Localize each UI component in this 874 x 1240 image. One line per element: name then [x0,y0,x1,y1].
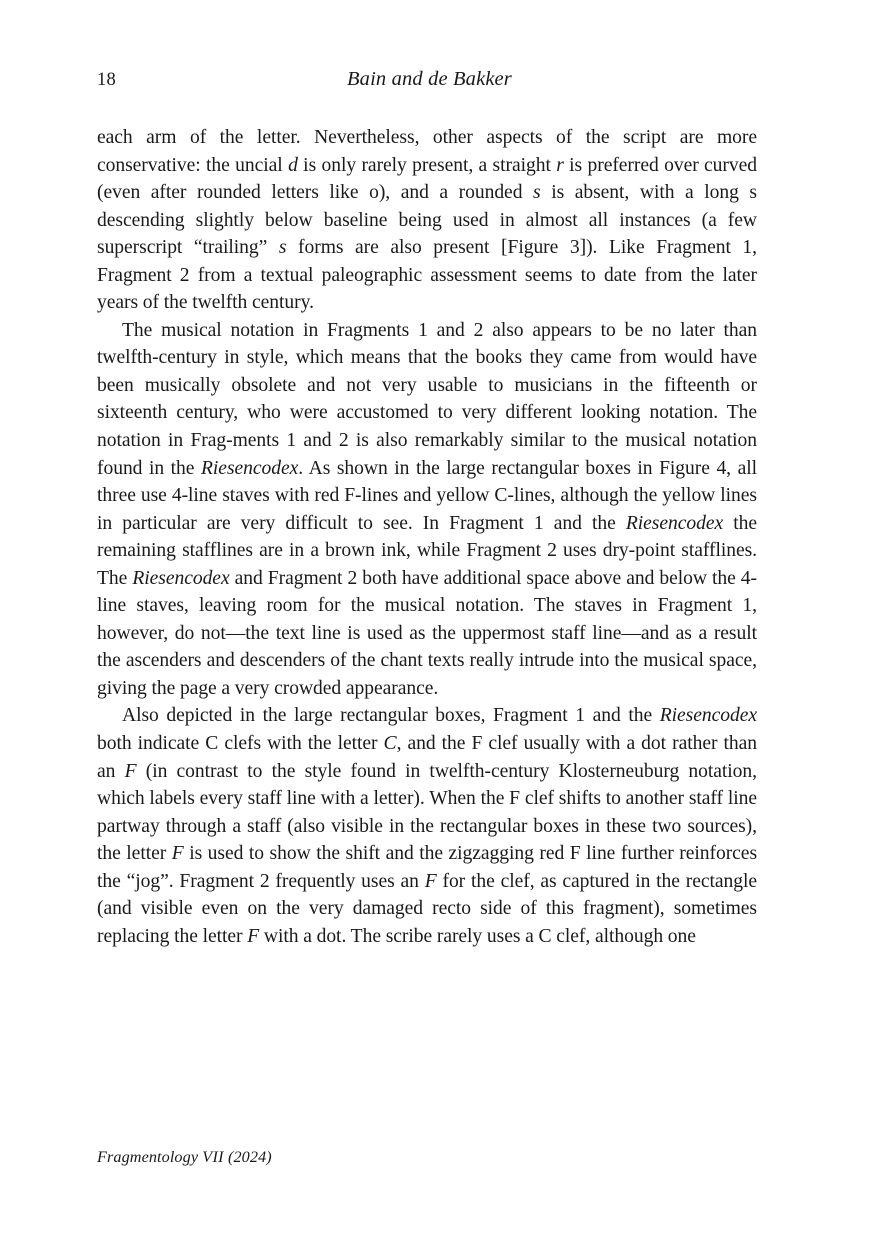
italic-run: F [424,870,437,892]
italic-run: F [124,760,137,782]
italic-run: C [383,733,397,755]
running-head [97,68,757,94]
page-footer [97,1148,272,1167]
italic-run: r [556,154,564,176]
italic-run: F [171,843,184,865]
italic-run: Riesencodex [625,512,724,534]
footer-volume: VII [202,1148,224,1166]
footer-journal-name: Fragmentology [97,1148,199,1166]
paragraph-1: each arm of the letter. Nevertheless, other aspects of the script are more conservative: the uncial d is only rarely present, a straight r is preferred over curved (even after rounded letters like o), and a rounded s is absent, with a long s descending slightly below baseline being used in almost all instances (a few superscript “trailing” s forms are also present [Figure 3]). Like Fragment 1, Fragment 2 from a textual paleographic assessment seems to date from the later years of the twelfth century. [97,127,757,314]
italic-run: s [278,237,287,259]
italic-run: Riesencodex [132,567,230,589]
paragraph-2: The musical notation in Fragments 1 and 2 also appears to be no later than twelfth-century in style, which means that the books they came from would have been musically obsolete and not very usable to musicians in the fifteenth or sixteenth century, who were accustomed to very different looking notation. The notation in Frag-ments 1 and 2 is also remarkably similar to the musical notation found in the Riesencodex. As shown in the large rectangular boxes in Figure 4, all three use 4-line staves with red F-lines and yellow C-lines, although the yellow lines in particular are very difficult to see. In Fragment 1 and the Riesencodex the remaining stafflines are in a brown ink, while Fragment 2 uses dry-point stafflines. The Riesencodex and Fragment 2 both have additional space above and below the 4-line staves, leaving room for the musical notation. The staves in Fragment 1, however, do not—the text line is used as the uppermost staff line—and as a result the ascenders and descenders of the chant texts really intrude into the musical space, giving the page a very crowded appearance. [97,319,757,699]
paragraph-3: Also depicted in the large rectangular boxes, Fragment 1 and the Riesencodex both indicate C clefs with the letter C, and the F clef usually with a dot rather than an F (in contrast to the style found in twelfth-century Klosterneuburg notation, which labels every staff line with a letter). When the F clef shifts to another staff line partway through a staff (also visible in the rectangular boxes in these two sources), the letter F is used to show the shift and the zigzagging red F line further reinforces the “jog”. Fragment 2 frequently uses an F for the clef, as captured in the rectangle (and visible even on the very damaged recto side of this fragment), sometimes replacing the letter F with a dot. The scribe rarely uses a C clef, although one [97,705,758,947]
italic-run: s [533,182,541,204]
body-text-block [97,124,757,950]
running-head-title: Bain and de Bakker [347,68,512,90]
italic-run: Riesencodex [201,457,299,479]
footer-year: (2024) [228,1148,272,1166]
italic-run: Riesencodex [659,705,757,727]
italic-run: F [247,925,260,947]
italic-run: d [288,154,298,176]
page-number: 18 [97,70,116,90]
